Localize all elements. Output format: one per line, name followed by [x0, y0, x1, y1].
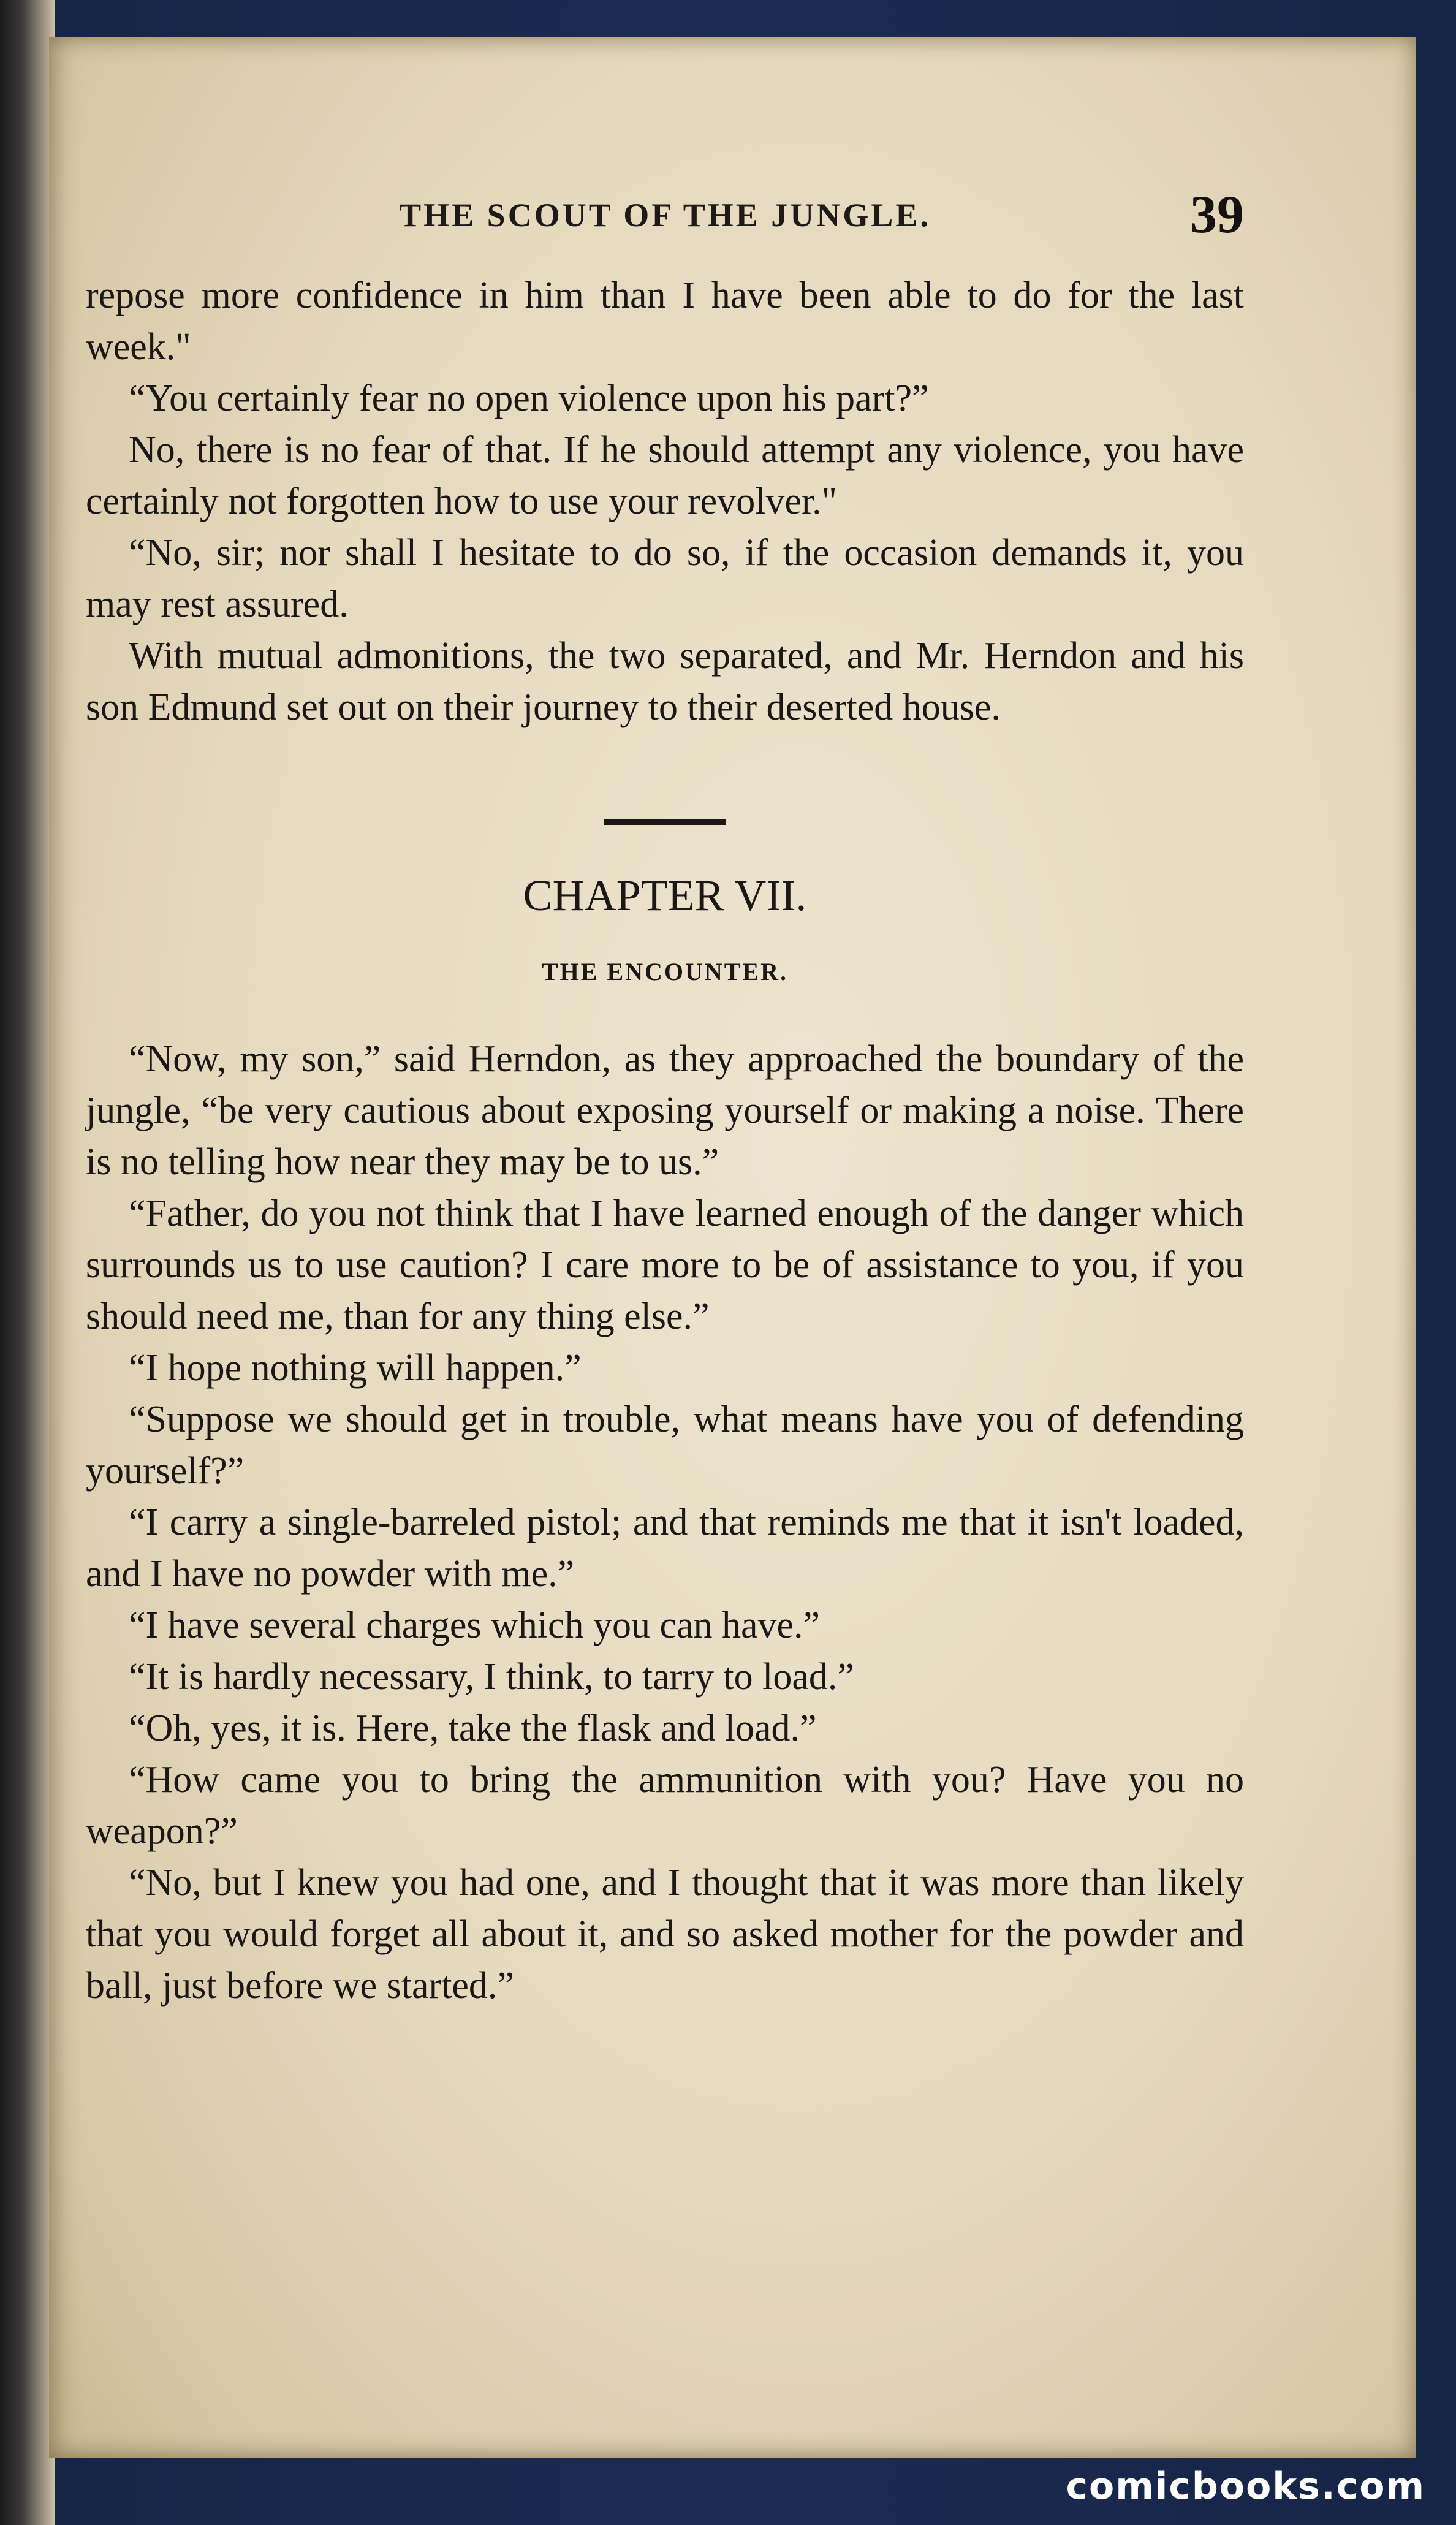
paragraph: With mutual admonitions, the two separated, and Mr. Herndon and his son Edmund set out on their journey to their deserted house.: [86, 635, 1244, 728]
paragraph: “You certainly fear no open violence upon his part?”: [129, 378, 929, 419]
paragraph: “No, sir; nor shall I hesitate to do so, if the occasion demands it, you may rest assured.: [86, 532, 1244, 625]
page-header: [86, 172, 1244, 245]
book-binding-edge: [0, 0, 55, 2525]
paragraph: No, there is no fear of that. If he should attempt any violence, you have certainly not forgotten how to use your revolver.": [86, 429, 1244, 522]
chapter-subtitle: THE ENCOUNTER.: [541, 958, 789, 985]
paragraph: “Now, my son,” said Herndon, as they approached the boundary of the jungle, “be very cautious about exposing yourself or making a noise. There is no telling how near they may be to us.”: [86, 1038, 1244, 1183]
paragraph: “I hope nothing will happen.”: [129, 1347, 582, 1389]
watermark: comicbooks.com: [1066, 2465, 1425, 2508]
paragraph: repose more confidence in him than I have been able to do for the last week.": [86, 275, 1244, 368]
running-title: THE SCOUT OF THE JUNGLE.: [399, 197, 931, 234]
paragraph: “Oh, yes, it is. Here, take the flask and load.”: [129, 1707, 817, 1749]
paragraph: “I carry a single-barreled pistol; and that reminds me that it isn't loaded, and I have no powder with me.”: [86, 1502, 1244, 1595]
paragraph: “Suppose we should get in trouble, what means have you of defending yourself?”: [86, 1399, 1244, 1492]
chapter-title: CHAPTER VII.: [523, 871, 807, 920]
paragraph: “It is hardly necessary, I think, to tarry to load.”: [129, 1656, 854, 1698]
body-text: [86, 270, 1244, 2011]
paragraph: “I have several charges which you can have.”: [129, 1604, 821, 1646]
paragraph: “No, but I knew you had one, and I thought that it was more than likely that you would forget all about it, and so asked mother for the powder and ball, just before we started.”: [86, 1862, 1244, 2007]
section-divider: [604, 819, 726, 825]
paragraph: “How came you to bring the ammunition with you? Have you no weapon?”: [86, 1759, 1244, 1852]
page-number: 39: [1190, 185, 1244, 245]
paragraph: “Father, do you not think that I have learned enough of the danger which surrounds us to use caution? I care more to be of assistance to you, if you should need me, than for any thing else.”: [86, 1193, 1244, 1337]
